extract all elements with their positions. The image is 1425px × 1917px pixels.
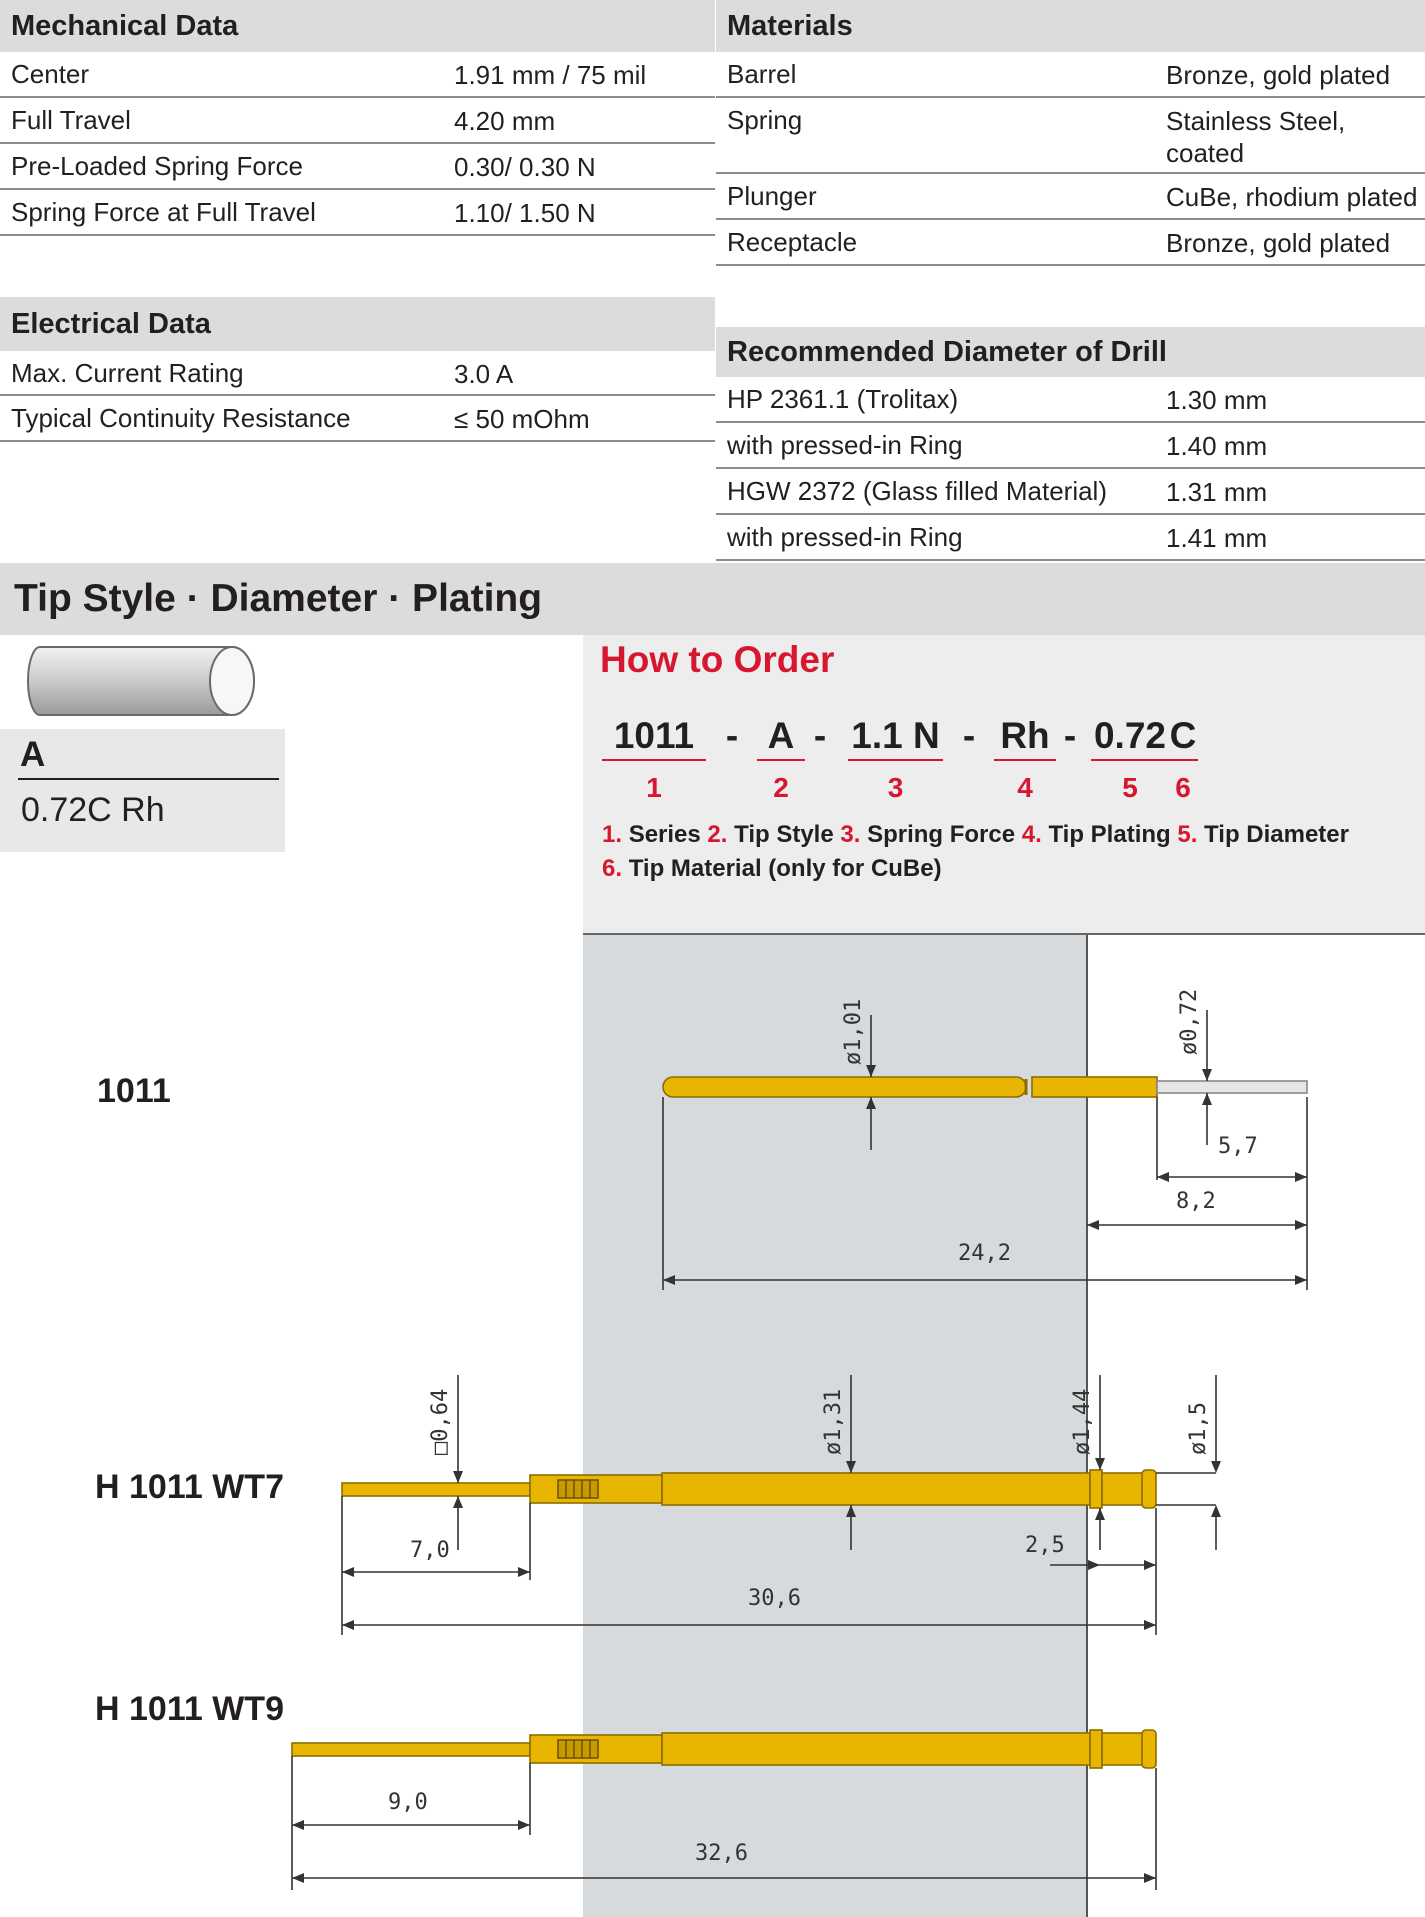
technical-drawing xyxy=(0,935,1425,1917)
probe-tip-collar xyxy=(1142,1470,1156,1508)
order-number: 5 xyxy=(1122,772,1138,803)
table-row xyxy=(716,174,1425,220)
probe-1011-label: 1011 xyxy=(97,1072,171,1110)
dim-label: 9,0 xyxy=(388,1790,428,1815)
materials-title: Materials xyxy=(716,0,1425,52)
dim-label: 8,2 xyxy=(1176,1189,1216,1214)
table-row xyxy=(0,52,715,98)
table-row xyxy=(0,190,715,236)
table-row xyxy=(716,52,1425,98)
row-value: 3.0 A xyxy=(454,359,514,389)
order-number: 4 xyxy=(1017,772,1033,803)
table-row xyxy=(0,351,715,396)
mechanical-data-title: Mechanical Data xyxy=(0,0,715,52)
dim-label: 30,6 xyxy=(748,1586,801,1611)
tip-style-title: Tip Style · Diameter · Plating xyxy=(14,577,543,620)
table-row xyxy=(0,98,715,144)
probe-plunger xyxy=(1157,1081,1307,1093)
legend-number: 3. xyxy=(840,821,861,848)
row-value-line: coated xyxy=(1166,138,1245,168)
dim-label: ø1,5 xyxy=(1186,1402,1211,1455)
table-row xyxy=(0,396,715,442)
order-segment-tip-style: A xyxy=(757,715,805,761)
dim-label: 2,5 xyxy=(1025,1533,1065,1558)
order-separator: - xyxy=(813,715,827,756)
row-label: Typical Continuity Resistance xyxy=(11,403,351,433)
row-label: with pressed-in Ring xyxy=(727,430,963,460)
probe-h1011-wt9-label: H 1011 WT9 xyxy=(95,1690,284,1728)
row-label: HGW 2372 (Glass filled Material) xyxy=(727,476,1107,506)
order-segment-tip-diameter: 0.72 xyxy=(1091,715,1169,761)
tip-style-letter: A xyxy=(20,735,46,774)
row-label: Full Travel xyxy=(11,105,131,135)
mechanical-data-table xyxy=(0,0,715,236)
probe-collar xyxy=(1090,1730,1102,1768)
order-number: 1 xyxy=(646,772,662,803)
table-row xyxy=(716,377,1425,423)
row-value: Bronze, gold plated xyxy=(1166,60,1391,90)
dim-label: 32,6 xyxy=(695,1841,748,1866)
materials-table xyxy=(716,0,1425,266)
legend-text: Tip Style xyxy=(734,821,834,848)
order-segment-spring-force: 1.1 N xyxy=(848,715,943,761)
tip-style-heading xyxy=(0,563,1425,635)
electrical-data-title: Electrical Data xyxy=(0,297,715,351)
row-label: Spring Force at Full Travel xyxy=(11,197,316,227)
probe-h1011-wt7-label: H 1011 WT7 xyxy=(95,1468,284,1506)
dim-label: ø1,01 xyxy=(841,998,866,1065)
row-value: 1.91 mm / 75 mil xyxy=(454,60,647,90)
table-row xyxy=(716,220,1425,266)
row-value: 1.10/ 1.50 N xyxy=(454,198,596,228)
probe-collar xyxy=(1090,1470,1102,1508)
legend-number: 5. xyxy=(1177,821,1198,848)
row-value: 1.40 mm xyxy=(1166,431,1268,461)
row-label: Spring xyxy=(727,105,803,135)
table-row xyxy=(716,469,1425,515)
drill-diameter-title: Recommended Diameter of Drill xyxy=(716,327,1425,377)
probe-knurl xyxy=(558,1480,598,1498)
order-segment-tip-plating: Rh xyxy=(994,715,1056,761)
probe-tip-collar xyxy=(1142,1730,1156,1768)
legend-text: Tip Material (only for CuBe) xyxy=(628,855,942,882)
order-segment-series: 1011 xyxy=(602,715,706,761)
tip-style-code: 0.72C Rh xyxy=(21,791,165,829)
table-row xyxy=(716,515,1425,561)
row-label: Receptacle xyxy=(727,227,858,257)
table-row xyxy=(0,144,715,190)
probe-tail xyxy=(342,1483,530,1496)
row-value: 1.30 mm xyxy=(1166,385,1268,415)
row-value: CuBe, rhodium plated xyxy=(1166,182,1418,212)
tip-cylinder-icon xyxy=(0,635,285,735)
how-to-order-title: How to Order xyxy=(600,639,835,680)
table-row xyxy=(716,98,1425,174)
dim-label: □0,64 xyxy=(428,1388,453,1455)
row-value: 4.20 mm xyxy=(454,106,556,136)
row-value: 1.31 mm xyxy=(1166,477,1268,507)
row-label: Max. Current Rating xyxy=(11,358,244,388)
row-value: 1.41 mm xyxy=(1166,523,1268,553)
dim-label: ø1,44 xyxy=(1070,1388,1095,1455)
probe-receptacle xyxy=(1032,1077,1157,1097)
order-legend xyxy=(602,818,1349,886)
drill-diameter-table xyxy=(716,327,1425,561)
probe-barrel xyxy=(662,1733,1090,1765)
table-row xyxy=(716,423,1425,469)
order-separator: - xyxy=(1063,715,1077,756)
row-value: ≤ 50 mOhm xyxy=(454,404,590,434)
legend-number: 1. xyxy=(602,821,623,848)
order-separator: - xyxy=(962,715,976,756)
how-to-order-panel xyxy=(583,635,1425,935)
legend-number: 6. xyxy=(602,855,623,882)
order-segment-tip-material: C xyxy=(1168,715,1198,761)
row-value: 0.30/ 0.30 N xyxy=(454,152,596,182)
order-number: 3 xyxy=(887,772,904,803)
probe-tail xyxy=(292,1743,530,1756)
row-value: Bronze, gold plated xyxy=(1166,228,1391,258)
divider xyxy=(18,778,279,780)
dim-label: ø0,72 xyxy=(1177,988,1202,1055)
probe-knurl xyxy=(558,1740,598,1758)
row-value xyxy=(1166,105,1345,169)
order-number: 2 xyxy=(773,772,789,803)
row-value-line: Stainless Steel, xyxy=(1166,106,1346,136)
row-label: Pre-Loaded Spring Force xyxy=(11,151,303,181)
order-separator: - xyxy=(725,715,739,756)
row-label: Barrel xyxy=(727,59,797,89)
order-number: 6 xyxy=(1175,772,1191,803)
probe-barrel xyxy=(662,1473,1090,1505)
legend-text: Spring Force xyxy=(867,821,1016,848)
dim-label: 7,0 xyxy=(410,1538,450,1563)
dim-label: 24,2 xyxy=(958,1241,1011,1266)
dim-label: 5,7 xyxy=(1218,1134,1258,1159)
legend-number: 2. xyxy=(707,821,728,848)
probe-barrel xyxy=(663,1077,1026,1097)
legend-text: Series xyxy=(628,821,701,848)
row-label: with pressed-in Ring xyxy=(727,522,963,552)
row-label: Plunger xyxy=(727,181,817,211)
legend-number: 4. xyxy=(1021,821,1042,848)
electrical-data-table xyxy=(0,297,715,442)
row-label: Center xyxy=(11,59,90,89)
tip-style-card xyxy=(0,729,285,852)
legend-text: Tip Plating xyxy=(1048,821,1171,848)
row-label: HP 2361.1 (Trolitax) xyxy=(727,384,959,414)
legend-text: Tip Diameter xyxy=(1204,821,1349,848)
dim-label: ø1,31 xyxy=(821,1388,846,1455)
